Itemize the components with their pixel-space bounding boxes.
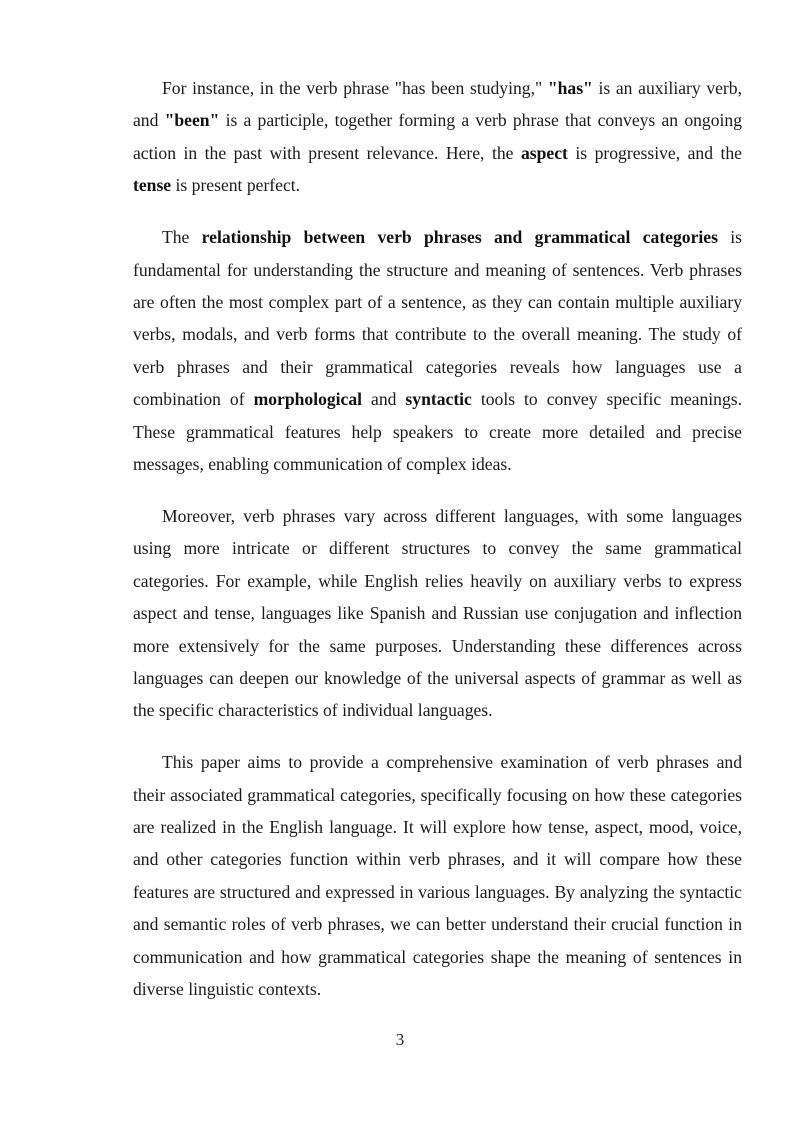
text-run: This paper aims to provide a comprehensive examination of verb phrases and their associated grammatical categories, specifically focusing on how these categories are realized in the English language. It will explore how tense, aspect, mood, voice, and other categories function within verb phrases, and it will compare how these features are structured and expressed in various languages. By analyzing the syntactic and semantic roles of verb phrases, we can better understand their crucial function in communication and how grammatical categories shape the meaning of sentences in diverse linguistic contexts.	[133, 752, 742, 1000]
paragraph-paper-aims	[133, 746, 742, 1005]
bold-term: "been"	[164, 110, 220, 131]
bold-term: "has"	[547, 78, 593, 98]
text-run: and	[362, 389, 406, 410]
bold-term: syntactic	[405, 389, 472, 410]
bold-term: morphological	[253, 389, 363, 410]
text-run: is fundamental for understanding the structure and meaning of sentences. Verb phrases are often the most complex part of a sentence, as they can contain multiple auxiliary verbs, modals, and verb forms that contribute to the overall meaning. The study of verb phrases and their grammatical categories reveals how languages use a combination of	[133, 227, 742, 410]
page-number: 3	[395, 1030, 405, 1049]
text-run: is an auxiliary verb, and	[133, 78, 742, 131]
body-text	[133, 72, 742, 1025]
paragraph-relationship	[133, 221, 742, 480]
paragraph-verb-phrase-example	[133, 72, 742, 202]
text-run: is a participle, together forming a verb phrase that conveys an ongoing action in the past with present relevance. Here, the	[133, 110, 742, 163]
paragraph-cross-language	[133, 500, 742, 727]
bold-term: aspect	[520, 142, 568, 163]
text-run: is progressive, and the	[567, 142, 742, 163]
text-run: is present perfect.	[171, 175, 301, 196]
bold-term: relationship between verb phrases and grammatical categories	[201, 227, 718, 248]
text-run: For instance, in the verb phrase "has been studying,"	[162, 78, 548, 98]
text-run: Moreover, verb phrases vary across different languages, with some languages using more intricate or different structures to convey the same grammatical categories. For example, while English relies heavily on auxiliary verbs to express aspect and tense, languages like Spanish and Russian use conjugation and inflection more extensively for the same purposes. Understanding these differences across languages can deepen our knowledge of the universal aspects of grammar as well as the specific characteristics of individual languages.	[133, 505, 742, 721]
text-run: tools to convey specific meanings. These grammatical features help speakers to create more detailed and precise messages, enabling communication of complex ideas.	[133, 389, 742, 474]
text-run: The	[162, 227, 202, 248]
bold-term: tense	[133, 175, 172, 196]
